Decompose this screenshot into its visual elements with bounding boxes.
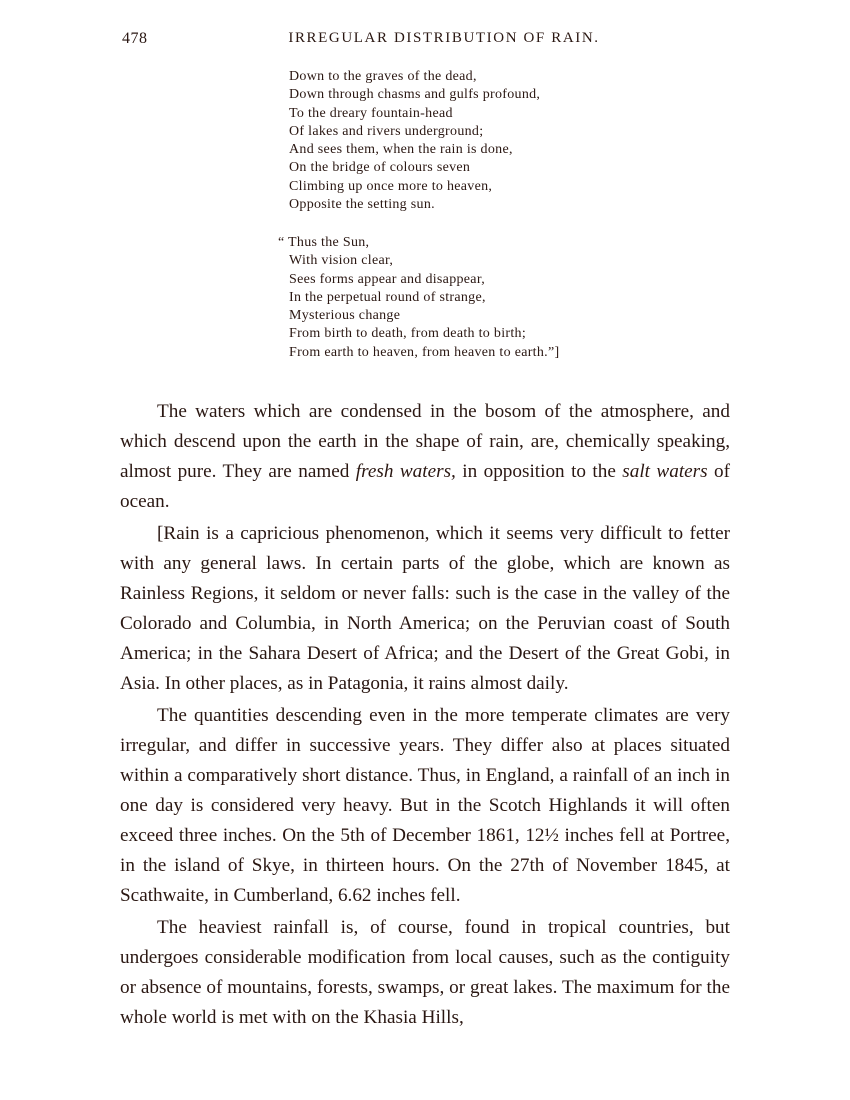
text-run: of ocean. xyxy=(120,461,731,512)
poem-line: Climbing up once more to heaven, xyxy=(289,178,493,194)
paragraph-rain-quantities: The quantities descending even in the more temperate climates are very irregular, and differ in successive years. They differ also at places situated within a comparatively short distance. Thus, in England, a rainfall of an inch in one day is considered very heavy. But in the Scotch Highlands it will often exceed three inches. On the 5th of December 1861, 12½ inches fell at Portree, in the island of Skye, in thirteen hours. On the 27th of November 1845, at Scathwaite, in Cumberland, 6.62 inches fell. xyxy=(120,705,730,906)
poem-line: And sees them, when the rain is done, xyxy=(289,142,513,158)
poem-line: To the dreary fountain-head xyxy=(289,105,453,121)
poem-line: With vision clear, xyxy=(289,253,394,269)
paragraph-fresh-waters xyxy=(120,397,730,517)
poem-line: Down through chasms and gulfs profound, xyxy=(289,87,541,103)
running-title: IRREGULAR DISTRIBUTION OF RAIN. xyxy=(288,30,600,46)
paragraph-rainless-regions: [Rain is a capricious phenomenon, which it seems very difficult to fetter with any general laws. In certain parts of the globe, which are known as Rainless Regions, it seldom or never falls: such is the case in the valley of the Colorado and Columbia, in North America; on the Peruvian coast of South America; in the Sahara Desert of Africa; and the Desert of the Great Gobi, in Asia. In other places, as in Patagonia, it rains almost daily. xyxy=(120,523,730,694)
poem-line: From earth to heaven, from heaven to earth.”] xyxy=(289,344,560,360)
poem-line: Down to the graves of the dead, xyxy=(289,69,477,84)
text-run: in opposition to the xyxy=(455,461,623,482)
body-text xyxy=(120,397,730,1035)
text-run: The waters which are condensed in the bosom of the atmosphere, and which descend upon the earth in the shape of rain, are, chemically speaking, almost pure. They are named xyxy=(120,401,730,482)
poem-line: Of lakes and rivers underground; xyxy=(289,123,484,139)
poem-stanza-2 xyxy=(278,234,559,362)
poem-line: Opposite the setting sun. xyxy=(289,197,435,213)
poem-line: Sees forms appear and disappear, xyxy=(289,271,486,287)
poem-line: From birth to death, from death to birth; xyxy=(289,326,527,342)
paragraph-heaviest-rainfall: The heaviest rainfall is, of course, found in tropical countries, but undergoes considerable modification from local causes, such as the contiguity or absence of mountains, forests, swamps, or great lakes. The maximum for the whole world is met with on the Khasia Hills, xyxy=(120,917,730,1028)
poem-line: In the perpetual round of strange, xyxy=(289,289,486,305)
italic-term-salt-waters: salt waters xyxy=(622,461,708,482)
poem-line: Mysterious change xyxy=(289,308,401,324)
page-number: 478 xyxy=(122,30,148,47)
italic-term-fresh-waters: fresh waters, xyxy=(355,461,456,482)
poem-line: “ Thus the Sun, xyxy=(278,235,370,250)
poem-stanza-1 xyxy=(289,68,540,214)
poem-line: On the bridge of colours seven xyxy=(289,160,471,176)
